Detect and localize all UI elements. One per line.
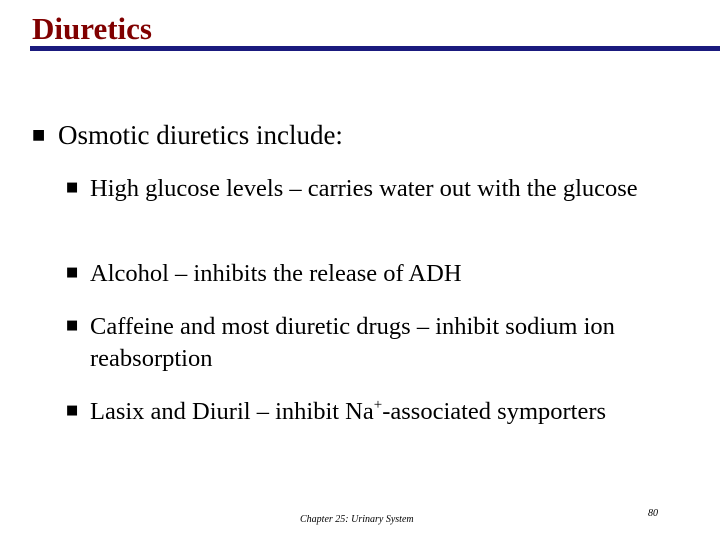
sub-bullet-alcohol: [66, 258, 676, 290]
sub-bullet-caffeine: [66, 311, 676, 375]
sub-bullet-text: High glucose levels – carries water out with the glucose: [90, 175, 638, 202]
square-bullet-icon: ■: [66, 180, 79, 195]
sub-bullet-text: Alcohol – inhibits the release of ADH: [90, 260, 462, 287]
square-bullet-icon: ■: [66, 403, 79, 418]
main-bullet-text: Osmotic diuretics include:: [58, 120, 343, 150]
footer-chapter: Chapter 25: Urinary System: [300, 514, 414, 525]
sub-bullet-text-end: -associated symporters: [382, 398, 607, 425]
sub-bullet-glucose: [66, 173, 676, 205]
slide-title: Diuretics: [32, 11, 152, 46]
sub-bullet-lasix: [66, 396, 676, 428]
superscript-plus: +: [373, 397, 383, 413]
title-underline-rule: [30, 46, 720, 51]
sub-bullet-text: Caffeine and most diuretic drugs – inhibit sodium ion reabsorption: [90, 313, 615, 372]
sub-bullet-text: [90, 396, 606, 428]
square-bullet-icon: ■: [66, 318, 79, 333]
sub-bullet-text-start: Lasix and Diuril – inhibit Na: [90, 398, 374, 425]
main-bullet: [32, 120, 692, 150]
square-bullet-icon: ■: [32, 127, 46, 143]
page-number: 80: [648, 508, 658, 519]
square-bullet-icon: ■: [66, 265, 79, 280]
